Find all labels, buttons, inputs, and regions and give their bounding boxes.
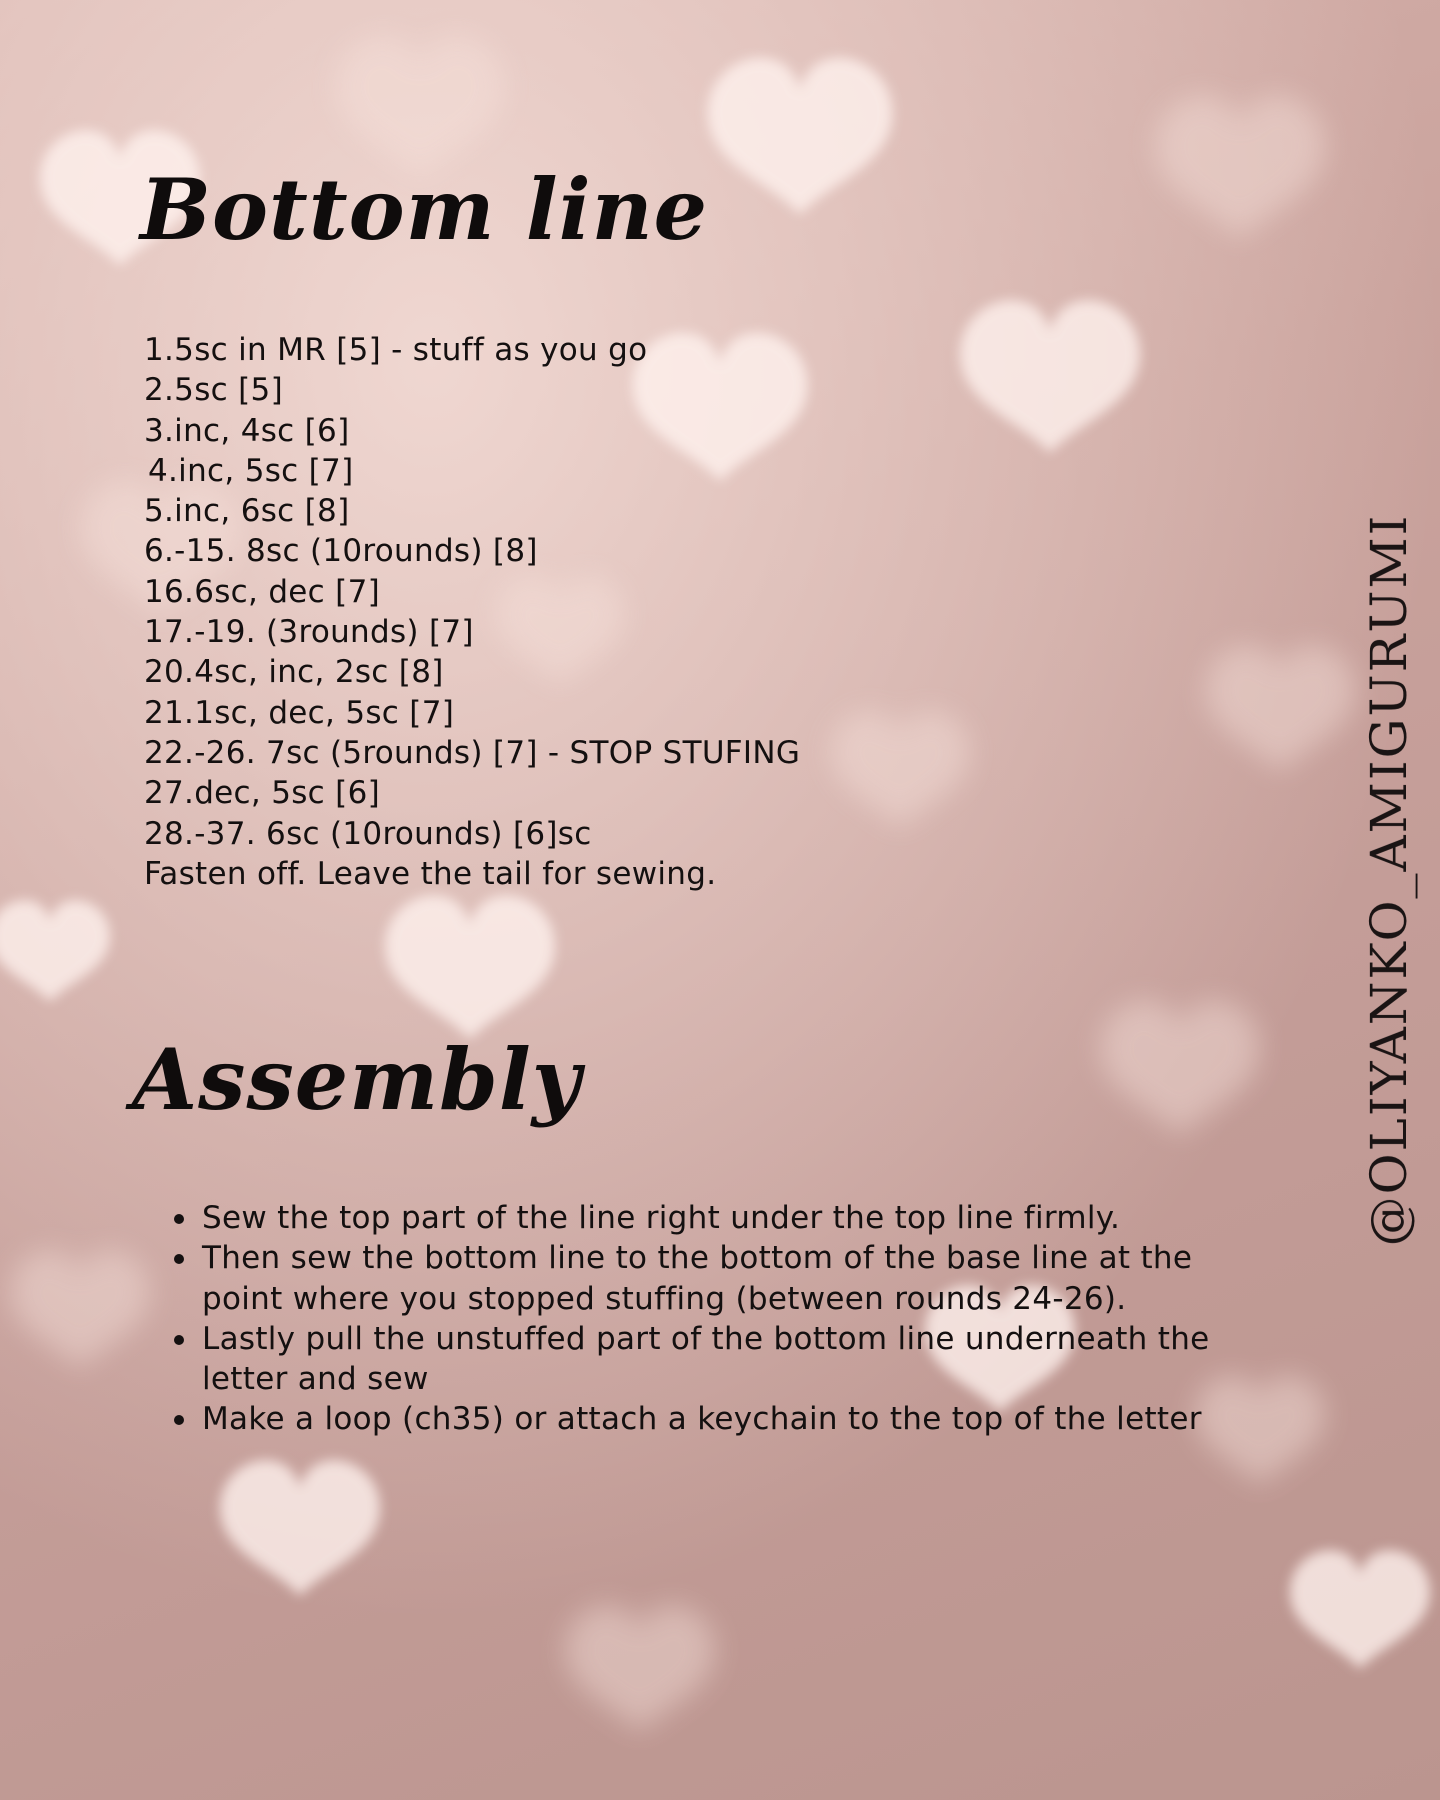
assembly-step-text: Sew the top part of the line right under the top line firmly. (202, 1200, 1121, 1236)
pattern-round: 3.inc, 4sc [6] (144, 412, 350, 449)
pattern-round: 20.4sc, inc, 2sc [8] (144, 654, 444, 691)
pattern-round: 4.inc, 5sc [7] (148, 452, 354, 489)
pattern-round: 1.5sc in MR [5] - stuff as you go (144, 332, 648, 368)
assembly-step-text: Lastly pull the unstuffed part of the bottom line underneath the letter and sew (202, 1320, 1210, 1398)
author-watermark: @OLIYANKO_AMIGURUMI (1360, 513, 1418, 1247)
pattern-round: 27.dec, 5sc [6] (144, 775, 380, 812)
assembly-step (200, 1399, 1240, 1439)
assembly-step (200, 1238, 1240, 1319)
section-title-bottom-line: Bottom line (140, 160, 709, 259)
pattern-round: 2.5sc [5] (144, 372, 283, 409)
assembly-step-text: Make a loop (ch35) or attach a keychain to the top of the letter (202, 1401, 1202, 1438)
bullet-dot (174, 1335, 184, 1345)
pattern-round: 17.-19. (3rounds) [7] (144, 614, 474, 651)
assembly-step (200, 1319, 1240, 1400)
pattern-round: 21.1sc, dec, 5sc [7] (144, 694, 455, 731)
pattern-round: 6.-15. 8sc (10rounds) [8] (144, 533, 538, 570)
assembly-step (200, 1198, 1240, 1238)
pattern-finish-note: Fasten off. Leave the tail for sewing. (144, 855, 717, 892)
pattern-round: 5.inc, 6sc [8] (144, 493, 350, 530)
pattern-round: 16.6sc, dec [7] (144, 573, 380, 610)
pattern-round: 28.-37. 6sc (10rounds) [6]sc (144, 815, 592, 852)
section-title-assembly: Assembly (132, 1030, 582, 1129)
assembly-step-text: Then sew the bottom line to the bottom of the base line at the point where you stopped stuffing (between rounds 24-26). (202, 1240, 1193, 1317)
pattern-round: 22.-26. 7sc (5rounds) [7] - STOP STUFING (144, 734, 801, 771)
pattern-rounds-list (144, 330, 800, 894)
bullet-dot (174, 1214, 184, 1224)
assembly-instructions-list (200, 1198, 1240, 1440)
